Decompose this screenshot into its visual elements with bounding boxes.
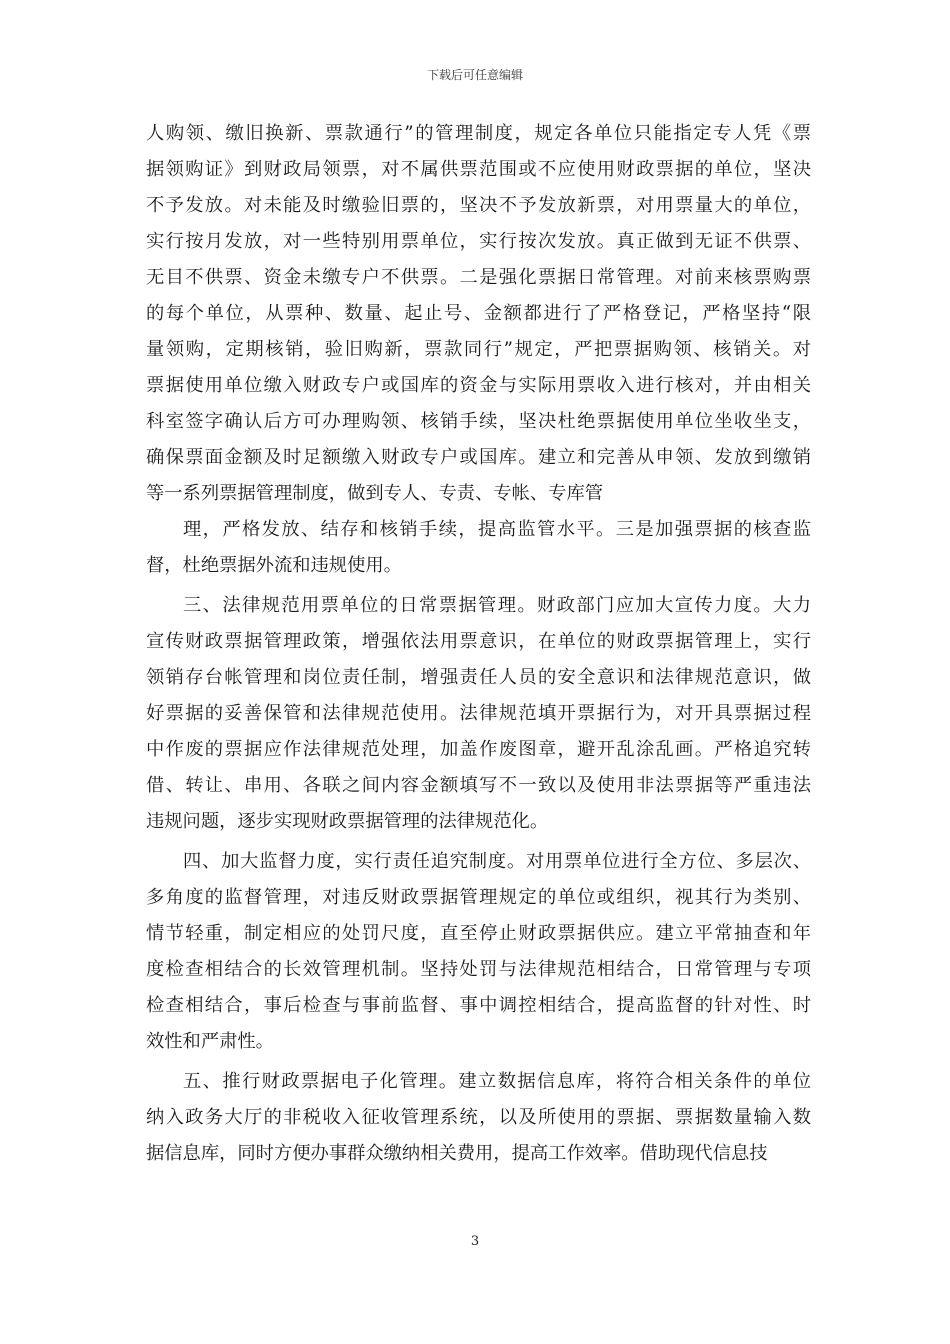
text-line: 督，杜绝票据外流和违规使用。 <box>146 555 402 576</box>
text-line: 科室签字确认后方可办理购领、核销手续，坚决杜绝票据使用单位坐收坐支， <box>146 411 811 432</box>
text-line: 的每个单位，从票种、数量、起止号、金额都进行了严格登记，严格坚持“限 <box>146 303 811 324</box>
text-line: 多角度的监督管理，对违反财政票据管理规定的单位或组织，视其行为类别、 <box>146 887 811 908</box>
text-line: 实行按月发放，对一些特别用票单位，实行按次发放。真正做到无证不供票、 <box>146 231 811 252</box>
text-line: 三、法律规范用票单位的日常票据管理。财政部门应加大宣传力度。大力 <box>183 595 811 616</box>
text-line: 纳入政务大厅的非税收入征收管理系统，以及所使用的票据、票据数量输入数 <box>146 1107 811 1128</box>
text-line: 度检查相结合的长效管理机制。坚持处罚与法律规范相结合，日常管理与专项 <box>146 959 811 980</box>
text-line: 违规问题，逐步实现财政票据管理的法律规范化。 <box>146 811 549 832</box>
text-line: 五、推行财政票据电子化管理。建立数据信息库，将符合相关条件的单位 <box>183 1071 811 1092</box>
paragraph <box>146 116 811 512</box>
text-line: 量领购，定期核销，验旧购新，票款同行”规定，严把票据购领、核销关。对 <box>146 339 811 360</box>
paragraph <box>146 1064 811 1172</box>
text-line: 情节轻重，制定相应的处罚尺度，直至停止财政票据供应。建立平常抽查和年 <box>146 923 811 944</box>
paragraph <box>146 512 811 584</box>
text-line: 理，严格发放、结存和核销手续，提高监管水平。三是加强票据的核查监 <box>183 519 811 540</box>
text-line: 等一系列票据管理制度，做到专人、专责、专帐、专库管 <box>146 483 604 504</box>
page-number: 3 <box>470 1234 480 1249</box>
text-line: 好票据的妥善保管和法律规范使用。法律规范填开票据行为，对开具票据过程 <box>146 703 811 724</box>
text-line: 据领购证》到财政局领票，对不属供票范围或不应使用财政票据的单位，坚决 <box>146 159 811 180</box>
document-body <box>146 116 811 1172</box>
text-line: 据信息库，同时方便办事群众缴纳相关费用，提高工作效率。借助现代信息技 <box>146 1143 768 1164</box>
page-header: 下载后可任意编辑 <box>426 68 523 82</box>
paragraph <box>146 844 811 1060</box>
text-line: 效性和严肃性。 <box>146 1031 274 1052</box>
text-line: 确保票面金额及时足额缴入财政专户或国库。建立和完善从申领、发放到缴销 <box>146 447 811 468</box>
text-line: 无目不供票、资金未缴专户不供票。二是强化票据日常管理。对前来核票购票 <box>146 267 811 288</box>
paragraph <box>146 588 811 840</box>
text-line: 不予发放。对未能及时缴验旧票的，坚决不予发放新票，对用票量大的单位， <box>146 195 811 216</box>
text-line: 领销存台帐管理和岗位责任制，增强责任人员的安全意识和法律规范意识，做 <box>146 667 811 688</box>
text-line: 宣传财政票据管理政策，增强依法用票意识，在单位的财政票据管理上，实行 <box>146 631 811 652</box>
text-line: 票据使用单位缴入财政专户或国库的资金与实际用票收入进行核对，并由相关 <box>146 375 811 396</box>
text-line: 借、转让、串用、各联之间内容金额填写不一致以及使用非法票据等严重违法 <box>146 775 811 796</box>
text-line: 人购领、缴旧换新、票款通行”的管理制度，规定各单位只能指定专人凭《票 <box>146 123 811 144</box>
text-line: 中作废的票据应作法律规范处理，加盖作废图章，避开乱涂乱画。严格追究转 <box>146 739 811 760</box>
text-line: 检查相结合，事后检查与事前监督、事中调控相结合，提高监督的针对性、时 <box>146 995 811 1016</box>
text-line: 四、加大监督力度，实行责任追究制度。对用票单位进行全方位、多层次、 <box>183 851 811 872</box>
